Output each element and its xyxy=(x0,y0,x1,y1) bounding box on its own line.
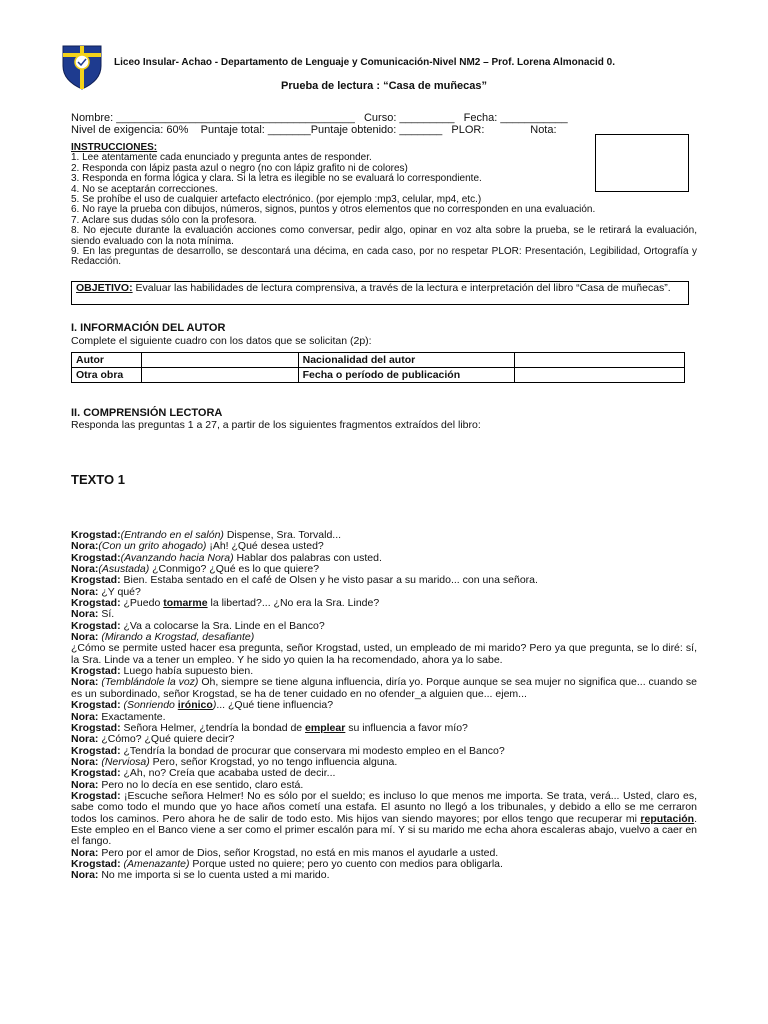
dialogue-line xyxy=(71,598,697,609)
speaker-name: Nora: xyxy=(71,778,99,791)
speaker-name: Krogstad: xyxy=(71,529,121,541)
dialogue-text: ¿Tendría la bondad de procurar que conservara mi modesto empleo en el Banco? xyxy=(120,744,505,757)
dialogue-text: Exactamente. xyxy=(98,710,166,723)
dialogue-text: Oh, siempre se tiene alguna influencia, diría yo. Porque aunque se sea mujer no significa que... cuando se es un subordinado, señor Krogstad, se ha de tener cuidado en no ofender_a alguien que... ejem... xyxy=(71,676,697,700)
dialogue-text: ¿Puedo xyxy=(120,597,164,610)
speaker-name: Nora: xyxy=(71,585,99,598)
speaker-name: Krogstad: xyxy=(71,744,121,757)
dialogue-text: Pero, señor Krogstad, yo no tengo influencia alguna. xyxy=(149,755,398,768)
objective-box xyxy=(71,281,689,305)
dialogue-text: Pero no lo decía en ese sentido, claro está. xyxy=(98,778,304,791)
underlined-word: tomarme xyxy=(163,597,208,610)
text-1-title: TEXTO 1 xyxy=(71,472,125,487)
speaker-name: Nora: xyxy=(71,733,99,746)
dialogue-line xyxy=(71,575,697,586)
stage-direction: (Con un grito ahogado) xyxy=(98,540,207,553)
author-answer-cell[interactable] xyxy=(141,353,298,368)
instruction-item: 8. No ejecute durante la evaluación acciones como conversar, pedir algo, opinar en voz alta sobre la prueba, se le retirará la evaluación, siendo evaluado con la nota mínima. xyxy=(71,225,697,247)
instruction-item: 5. Se prohíbe el uso de cualquier artefacto electrónico. (por ejemplo :mp3, celular, mp4, etc.) xyxy=(71,194,482,206)
table-cell-label: Nacionalidad del autor xyxy=(298,353,515,368)
speaker-name: Nora: xyxy=(71,710,99,723)
grading-info-line: Nivel de exigencia: 60% Puntaje total: _______Puntaje obtenido: _______ PLOR: Nota: xyxy=(71,124,557,136)
dialogue-text: ¿Conmigo? ¿Qué es lo que quiere? xyxy=(149,563,320,576)
stage-direction: (Sonriendo xyxy=(120,699,178,712)
dialogue-text: Dispense, Sra. Torvald... xyxy=(223,529,342,541)
speaker-name: Krogstad: xyxy=(71,597,121,610)
table-row xyxy=(72,368,685,383)
speaker-name: Krogstad: xyxy=(71,699,121,712)
instruction-item: 2. Responda con lápiz pasta azul o negro (no con lápiz grafito ni de colores) xyxy=(71,162,408,174)
other-work-answer-cell[interactable] xyxy=(141,368,298,383)
author-info-table xyxy=(71,352,685,383)
instruction-item: 6. No raye la prueba con dibujos, números, signos, puntos y otros elementos que no corresponden en una evaluación. xyxy=(71,204,596,216)
stage-direction: (Temblándole la voz) xyxy=(98,676,199,689)
dialogue-text: No me importa si se lo cuenta usted a mi marido. xyxy=(98,869,330,882)
dialogue-text: . Este empleo en el Banco viene a ser como el primer escalón para mí. Y si su marido me echa ahora escaleras abajo, vuelvo a caer en el fango. xyxy=(71,812,697,848)
dialogue-text: ¿Y qué? xyxy=(98,585,141,598)
section-1-instruction: Complete el siguiente cuadro con los datos que se solicitan (2p): xyxy=(71,335,372,347)
table-row xyxy=(72,353,685,368)
dialogue-text: ¿Va a colocarse la Sra. Linde en el Banco? xyxy=(120,619,325,632)
speaker-name: Nora: xyxy=(71,540,99,553)
speaker-name: Krogstad: xyxy=(71,721,121,734)
underlined-word: emplear xyxy=(305,721,346,734)
dialogue-line xyxy=(71,677,697,700)
school-header: Liceo Insular- Achao - Departamento de Lenguaje y Comunicación-Nivel NM2 – Prof. Lorena Almonacid 0. xyxy=(114,57,616,68)
publication-date-answer-cell[interactable] xyxy=(515,368,685,383)
underlined-word: reputación xyxy=(640,812,695,825)
dialogue-excerpt xyxy=(71,530,697,882)
speaker-name: Krogstad: xyxy=(71,789,121,802)
stage-direction: (Entrando en el salón) xyxy=(120,529,224,541)
dialogue-text: ¿Cómo se permite usted hacer esa pregunta, señor Krogstad, usted, un empleado de mi marido? Pero ya que pregunta, se lo diré: sí, la Sra. Linde va a tener un empleo. Y he sido yo quien la ha recomendado, ahora ya lo sabe. xyxy=(71,642,697,666)
table-cell-label: Otra obra xyxy=(72,368,142,383)
speaker-name: Nora: xyxy=(71,846,99,859)
dialogue-text: Pero por el amor de Dios, señor Krogstad, no está en mis manos el ayudarle a usted. xyxy=(98,846,499,859)
section-1-title: I. INFORMACIÓN DEL AUTOR xyxy=(71,322,226,334)
speaker-name: Krogstad: xyxy=(71,665,121,678)
instruction-item: 9. En las preguntas de desarrollo, se descontará una décima, en cada caso, por no respetar PLOR: Presentación, Legibilidad, Ortografía y Redacción. xyxy=(71,246,697,268)
section-2-title: II. COMPRENSIÓN LECTORA xyxy=(71,407,223,419)
speaker-name: Krogstad: xyxy=(71,574,121,587)
objective-label: OBJETIVO: xyxy=(76,282,133,294)
speaker-name: Krogstad: xyxy=(71,619,121,632)
dialogue-text: ... ¿Qué tiene influencia? xyxy=(216,699,334,712)
speaker-name: Nora: xyxy=(71,631,99,644)
section-2-instruction: Responda las preguntas 1 a 27, a partir de los siguientes fragmentos extraídos del libro: xyxy=(71,419,481,431)
student-info-line: Nombre: _______________________________________ Curso: _________ Fecha: ___________ xyxy=(71,112,568,124)
instructions-heading: INSTRUCCIONES: xyxy=(71,142,158,153)
stage-direction: (Amenazante) xyxy=(120,857,190,870)
underlined-word: irónico xyxy=(177,699,213,712)
dialogue-line xyxy=(71,870,697,881)
stage-direction: ) xyxy=(212,699,217,712)
instructions xyxy=(71,143,697,268)
speaker-name: Nora: xyxy=(71,869,99,882)
speaker-name: Nora: xyxy=(71,676,99,689)
table-cell-label: Autor xyxy=(72,353,142,368)
speaker-name: Nora: xyxy=(71,608,99,621)
dialogue-text: ¿Cómo? ¿Qué quiere decir? xyxy=(98,733,235,746)
dialogue-line xyxy=(71,643,697,666)
instruction-item: 7. Aclare sus dudas sólo con la profesora. xyxy=(71,214,257,226)
dialogue-text: la libertad?... ¿No era la Sra. Linde? xyxy=(207,597,380,610)
stage-direction: (Asustada) xyxy=(98,563,150,576)
stage-direction: (Avanzando hacia Nora) xyxy=(120,551,234,564)
speaker-name: Nora: xyxy=(71,563,99,576)
dialogue-text: Bien. Estaba sentado en el café de Olsen y he visto pasar a su marido... con una señora. xyxy=(120,574,538,587)
dialogue-text: ¡Escuche señora Helmer! No es sólo por el sueldo; es incluso lo que menos me importa. Se trata, verá... Usted, claro es, sabe como todo el mundo que yo hace años cometí una estafa. El asunto no llegó a los tribunales, y debido a ello se me cerraron todos los caminos. Pero ahora he de salir de todo esto. Mis hijos van siendo mayores; por ellos tengo que recuperar mi xyxy=(71,789,697,825)
dialogue-text: Porque usted no quiere; pero yo cuento con medios para obligarla. xyxy=(189,857,503,870)
speaker-name: Nora: xyxy=(71,755,99,768)
dialogue-text: Señora Helmer, ¿tendría la bondad de xyxy=(120,721,306,734)
dialogue-text: ¡Ah! ¿Qué desea usted? xyxy=(206,540,324,553)
speaker-name: Krogstad: xyxy=(71,767,121,780)
table-cell-label: Fecha o período de publicación xyxy=(298,368,515,383)
dialogue-text: su influencia a favor mío? xyxy=(345,721,468,734)
nationality-answer-cell[interactable] xyxy=(515,353,685,368)
dialogue-text: Sí. xyxy=(98,608,115,621)
instruction-item: 4. No se aceptarán correcciones. xyxy=(71,183,218,195)
objective-text: Evaluar las habilidades de lectura comprensiva, a través de la lectura e interpretación del libro “Casa de muñecas”. xyxy=(132,282,671,294)
dialogue-text: ¿Ah, no? Creía que acababa usted de decir... xyxy=(120,767,336,780)
dialogue-text: Hablar dos palabras con usted. xyxy=(233,551,382,564)
stage-direction: (Mirando a Krogstad, desafiante) xyxy=(98,631,255,644)
instruction-item: 1. Lee atentamente cada enunciado y pregunta antes de responder. xyxy=(71,152,372,164)
instruction-item: 3. Responda en forma lógica y clara. Si la letra es ilegible no se evaluará lo correspondiente. xyxy=(71,173,482,185)
speaker-name: Krogstad: xyxy=(71,857,121,870)
dialogue-line xyxy=(71,791,697,848)
stage-direction: (Nerviosa) xyxy=(98,755,150,768)
test-title: Prueba de lectura : “Casa de muñecas” xyxy=(280,80,488,92)
speaker-name: Krogstad: xyxy=(71,551,121,564)
dialogue-text: Luego había supuesto bien. xyxy=(120,665,254,678)
